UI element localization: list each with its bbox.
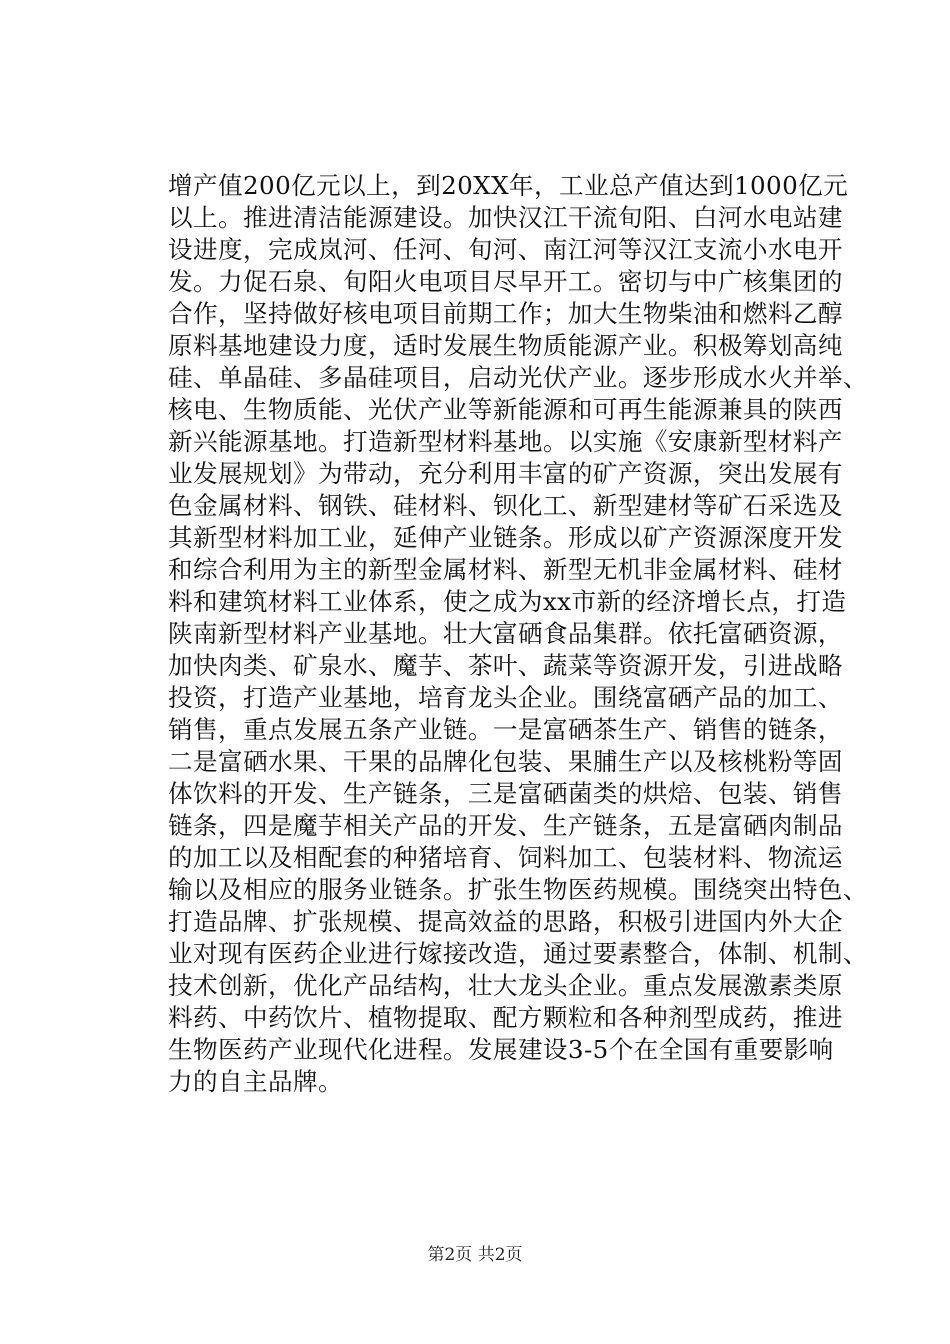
text-line: 料药、中药饮片、植物提取、配方颗粒和各种剂型成药，推进 <box>168 1003 843 1032</box>
text-line: 以上。推进清洁能源建设。加快汉江干流旬阳、白河水电站建 <box>168 203 843 232</box>
body-paragraph <box>168 170 868 1098</box>
page-footer: 第2页 共2页 <box>427 1245 523 1265</box>
text-line: 和综合利用为主的新型金属材料、新型无机非金属材料、硅材 <box>168 555 843 584</box>
text-line: 的加工以及相配套的种猪培育、饲料加工、包装材料、物流运 <box>168 843 843 872</box>
text-line: 链条，四是魔芋相关产品的开发、生产链条，五是富硒肉制品 <box>168 811 843 840</box>
text-line: 硅、单晶硅、多晶硅项目，启动光伏产业。逐步形成水火并举、 <box>168 363 868 392</box>
text-line: 业发展规划》为带动，充分利用丰富的矿产资源，突出发展有 <box>168 459 843 488</box>
text-line: 核电、生物质能、光伏产业等新能源和可再生能源兼具的陕西 <box>168 395 843 424</box>
text-line: 合作，坚持做好核电项目前期工作；加大生物柴油和燃料乙醇 <box>168 299 843 328</box>
text-line: 销售，重点发展五条产业链。一是富硒茶生产、销售的链条， <box>168 715 843 744</box>
text-line: 技术创新，优化产品结构，壮大龙头企业。重点发展激素类原 <box>168 971 843 1000</box>
text-line: 设进度，完成岚河、任河、旬河、南江河等汉江支流小水电开 <box>168 235 843 264</box>
text-line: 力的自主品牌。 <box>168 1067 343 1096</box>
text-line: 色金属材料、钢铁、硅材料、钡化工、新型建材等矿石采选及 <box>168 491 843 520</box>
text-line: 投资，打造产业基地，培育龙头企业。围绕富硒产品的加工、 <box>168 683 843 712</box>
text-line: 陕南新型材料产业基地。壮大富硒食品集群。依托富硒资源， <box>168 619 843 648</box>
text-line: 输以及相应的服务业链条。扩张生物医药规模。围绕突出特色、 <box>168 875 868 904</box>
text-line: 加快肉类、矿泉水、魔芋、茶叶、蔬菜等资源开发，引进战略 <box>168 651 843 680</box>
text-line: 业对现有医药企业进行嫁接改造，通过要素整合，体制、机制、 <box>168 939 868 968</box>
text-line: 打造品牌、扩张规模、提高效益的思路，积极引进国内外大企 <box>168 907 843 936</box>
text-line: 体饮料的开发、生产链条，三是富硒菌类的烘焙、包装、销售 <box>168 779 843 808</box>
text-line: 其新型材料加工业，延伸产业链条。形成以矿产资源深度开发 <box>168 523 843 552</box>
text-line: 原料基地建设力度，适时发展生物质能源产业。积极筹划高纯 <box>168 331 843 360</box>
text-line: 料和建筑材料工业体系，使之成为xx市新的经济增长点，打造 <box>168 587 847 616</box>
text-line: 生物医药产业现代化进程。发展建设3-5个在全国有重要影响 <box>168 1035 834 1064</box>
text-line: 发。力促石泉、旬阳火电项目尽早开工。密切与中广核集团的 <box>168 267 843 296</box>
text-line: 增产值200亿元以上，到20XX年，工业总产值达到1000亿元 <box>168 171 849 200</box>
text-line: 二是富硒水果、干果的品牌化包装、果脯生产以及核桃粉等固 <box>168 747 843 776</box>
text-line: 新兴能源基地。打造新型材料基地。以实施《安康新型材料产 <box>168 427 843 456</box>
